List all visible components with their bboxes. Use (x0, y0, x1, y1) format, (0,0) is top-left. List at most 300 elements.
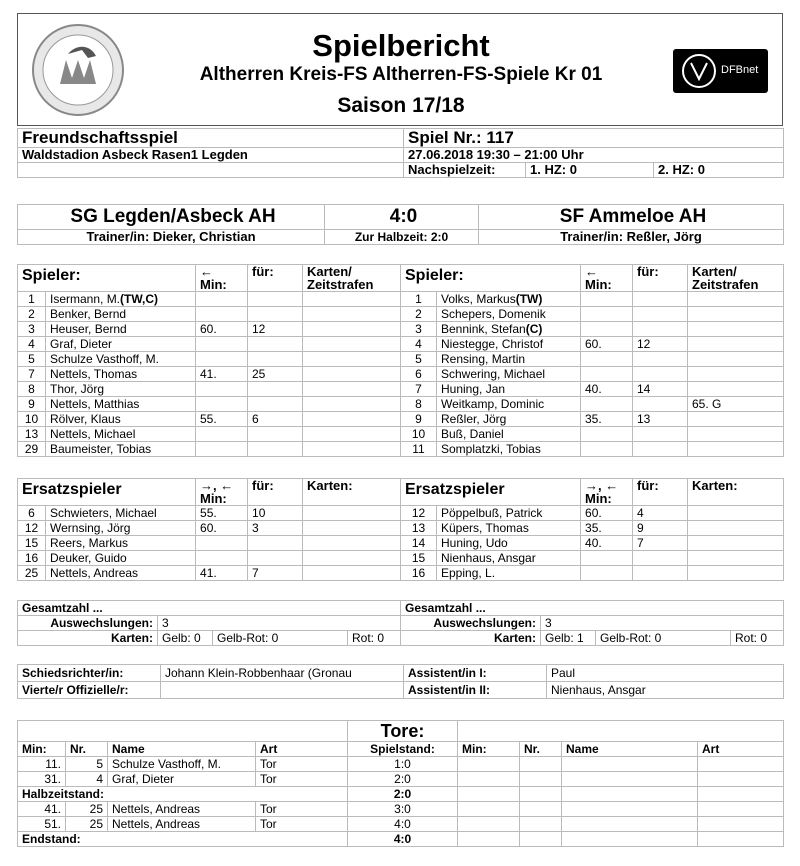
player-sub-for (633, 322, 688, 337)
player-name-text: Thor, Jörg (50, 382, 105, 396)
away-subs-table (400, 478, 784, 581)
goal-minute: 11. (18, 757, 66, 772)
player-sub-for: 6 (248, 412, 303, 427)
player-name (46, 337, 196, 352)
player-card (303, 536, 401, 551)
player-number: 2 (18, 307, 46, 322)
player-sub-for: 4 (633, 506, 688, 521)
goal-type-header: Art (698, 742, 784, 757)
player-name-text: Schulze Vasthoff, M. (50, 352, 159, 366)
player-sub-minute: 60. (581, 337, 633, 352)
player-number: 15 (18, 536, 46, 551)
player-row (401, 442, 784, 457)
player-name-text: Heuser, Bernd (50, 322, 127, 336)
player-sub-minute: 55. (196, 506, 248, 521)
player-number: 10 (401, 427, 437, 442)
min-header: →, ← Min: (196, 479, 248, 506)
halftime-score-value: 2:0 (348, 787, 458, 802)
player-name-text: Niestegge, Christof (441, 337, 544, 351)
player-sub-for (248, 397, 303, 412)
player-number: 25 (18, 566, 46, 581)
player-sub-for: 10 (248, 506, 303, 521)
player-number: 4 (401, 337, 437, 352)
player-name (437, 521, 581, 536)
player-sub-for (633, 551, 688, 566)
substitutions-count: 3 (541, 616, 784, 631)
match-datetime: 27.06.2018 19:30 – 21:00 Uhr (404, 148, 784, 163)
player-number: 4 (18, 337, 46, 352)
player-sub-for (633, 307, 688, 322)
goal-player-number: 25 (66, 802, 108, 817)
dfbnet-label: DFBnet (721, 64, 759, 76)
season-title: Saison 17/18 (337, 94, 465, 117)
player-name-text: Nettels, Thomas (50, 367, 138, 381)
player-row (18, 412, 401, 427)
player-number: 14 (401, 536, 437, 551)
page-title: Spielbericht (312, 28, 490, 63)
player-sub-for: 12 (633, 337, 688, 352)
player-role-tag: (TW,C) (120, 292, 159, 306)
cards-header: Karten/ Zeitstrafen (303, 265, 401, 292)
player-name (46, 397, 196, 412)
player-number: 2 (401, 307, 437, 322)
players-heading: Spieler: (18, 265, 196, 292)
player-number: 13 (401, 521, 437, 536)
player-row (401, 292, 784, 307)
substitutions-count: 3 (158, 616, 401, 631)
referee-name: Johann Klein-Robbenhaar (Gronau (161, 665, 404, 682)
player-name-text: Rensing, Martin (441, 352, 526, 366)
player-sub-for: 13 (633, 412, 688, 427)
totals-heading: Gesamtzahl ... (18, 601, 401, 616)
player-number: 6 (18, 506, 46, 521)
player-sub-for (248, 292, 303, 307)
flvw-horse-logo-icon (30, 22, 126, 118)
player-number: 11 (401, 442, 437, 457)
player-sub-for: 14 (633, 382, 688, 397)
player-number: 7 (18, 367, 46, 382)
player-name-text: Epping, L. (441, 566, 496, 580)
final-score-value: 4:0 (348, 832, 458, 847)
player-name (437, 292, 581, 307)
player-name-text: Weitkamp, Dominic (441, 397, 545, 411)
player-card (303, 352, 401, 367)
player-card (303, 442, 401, 457)
player-sub-for (248, 427, 303, 442)
player-card (303, 382, 401, 397)
player-name (437, 412, 581, 427)
player-sub-minute: 60. (196, 521, 248, 536)
player-row (18, 536, 401, 551)
player-card (688, 506, 784, 521)
for-header: für: (633, 265, 688, 292)
player-number: 5 (18, 352, 46, 367)
halftime-score-row (18, 787, 784, 802)
home-players-table (17, 264, 401, 457)
player-number: 29 (18, 442, 46, 457)
player-name (46, 566, 196, 581)
player-card (303, 566, 401, 581)
header-box (17, 13, 783, 126)
cards-label: Karten: (18, 631, 158, 646)
player-sub-minute (196, 337, 248, 352)
player-card (303, 307, 401, 322)
player-row (401, 536, 784, 551)
player-name-text: Pöppelbuß, Patrick (441, 506, 543, 520)
halftime2-overtime: 2. HZ: 0 (654, 163, 784, 178)
player-name-text: Nettels, Matthias (50, 397, 140, 411)
assistant1-name: Paul (547, 665, 784, 682)
player-sub-minute (196, 536, 248, 551)
player-number: 12 (401, 506, 437, 521)
player-card (303, 412, 401, 427)
player-name (46, 536, 196, 551)
dfb-logo-icon (673, 49, 768, 93)
player-card (688, 307, 784, 322)
player-sub-minute (196, 427, 248, 442)
player-card (688, 352, 784, 367)
goal-name-header: Name (108, 742, 256, 757)
goal-minute: 51. (18, 817, 66, 832)
subs-heading: Ersatzspieler (18, 479, 196, 506)
substitutions-label: Auswechslungen: (18, 616, 158, 631)
player-sub-minute (196, 307, 248, 322)
player-sub-for: 25 (248, 367, 303, 382)
result-table (17, 204, 784, 245)
player-name-text: Deuker, Guido (50, 551, 127, 565)
players-heading: Spieler: (401, 265, 581, 292)
home-subs-table (17, 478, 401, 581)
goal-type-header: Art (256, 742, 348, 757)
player-sub-minute: 35. (581, 521, 633, 536)
player-card (688, 382, 784, 397)
player-name-text: Isermann, M. (50, 292, 121, 306)
player-sub-for (248, 352, 303, 367)
player-card (688, 367, 784, 382)
player-row (401, 322, 784, 337)
player-sub-for (633, 367, 688, 382)
player-sub-minute (196, 442, 248, 457)
fourth-official-name (161, 682, 404, 699)
player-row (401, 352, 784, 367)
player-number: 8 (18, 382, 46, 397)
player-sub-minute (581, 292, 633, 307)
player-name (437, 337, 581, 352)
min-header: ← Min: (581, 265, 633, 292)
player-card (688, 521, 784, 536)
player-number: 1 (18, 292, 46, 307)
player-sub-minute: 41. (196, 367, 248, 382)
overtime-label: Nachspielzeit: (404, 163, 526, 178)
player-number: 16 (401, 566, 437, 581)
player-name-text: Wernsing, Jörg (50, 521, 131, 535)
player-card (303, 367, 401, 382)
for-header: für: (248, 265, 303, 292)
cards-label: Karten: (401, 631, 541, 646)
player-card (688, 442, 784, 457)
goal-player-number: 4 (66, 772, 108, 787)
goal-row (18, 817, 784, 832)
goals-table (17, 720, 784, 847)
player-sub-for (248, 307, 303, 322)
goal-type: Tor (256, 817, 348, 832)
player-row (18, 307, 401, 322)
player-name (46, 322, 196, 337)
goal-min-header: Min: (458, 742, 520, 757)
player-sub-minute (196, 382, 248, 397)
player-sub-for: 3 (248, 521, 303, 536)
player-sub-minute (581, 427, 633, 442)
halftime1-overtime: 1. HZ: 0 (526, 163, 654, 178)
yellowred-count: Gelb-Rot: 0 (596, 631, 731, 646)
player-row (18, 292, 401, 307)
player-name-text: Schwering, Michael (441, 367, 546, 381)
player-row (401, 397, 784, 412)
for-header: für: (248, 479, 303, 506)
player-card (688, 536, 784, 551)
red-count: Rot: 0 (731, 631, 784, 646)
player-name (437, 442, 581, 457)
player-number: 12 (18, 521, 46, 536)
player-name (437, 551, 581, 566)
player-name (437, 506, 581, 521)
player-sub-for (248, 337, 303, 352)
player-name (46, 352, 196, 367)
player-sub-for (248, 551, 303, 566)
player-sub-minute (581, 352, 633, 367)
player-sub-for (248, 536, 303, 551)
player-number: 10 (18, 412, 46, 427)
player-sub-minute: 40. (581, 382, 633, 397)
player-name (46, 521, 196, 536)
player-name-text: Baumeister, Tobias (50, 442, 152, 456)
player-card (303, 427, 401, 442)
substitutions-label: Auswechslungen: (401, 616, 541, 631)
player-role-tag: (TW) (515, 292, 543, 306)
player-number: 15 (401, 551, 437, 566)
player-row (401, 367, 784, 382)
player-card (688, 337, 784, 352)
player-sub-minute: 35. (581, 412, 633, 427)
player-name-text: Küpers, Thomas (441, 521, 529, 535)
player-card (303, 322, 401, 337)
player-name (46, 367, 196, 382)
player-row (401, 307, 784, 322)
away-team: SF Ammeloe AH (479, 205, 784, 230)
away-totals-table (400, 600, 784, 646)
player-number: 9 (401, 412, 437, 427)
player-card (303, 337, 401, 352)
player-name-text: Benker, Bernd (50, 307, 127, 321)
player-name (46, 307, 196, 322)
player-sub-minute (196, 551, 248, 566)
goal-minute: 31. (18, 772, 66, 787)
final-score-row (18, 832, 784, 847)
goal-nr-header: Nr. (520, 742, 562, 757)
player-row (18, 427, 401, 442)
player-name-text: Nettels, Andreas (50, 566, 139, 580)
player-card (303, 397, 401, 412)
min-header: ← Min: (196, 265, 248, 292)
player-sub-for: 7 (248, 566, 303, 581)
player-name (46, 551, 196, 566)
goal-player-name: Graf, Dieter (108, 772, 256, 787)
player-name (46, 506, 196, 521)
player-name-text: Reßler, Jörg (441, 412, 507, 426)
goal-score: 3:0 (348, 802, 458, 817)
player-row (401, 566, 784, 581)
player-sub-for (633, 566, 688, 581)
for-header: für: (633, 479, 688, 506)
player-sub-minute (581, 442, 633, 457)
player-row (18, 551, 401, 566)
player-sub-minute (196, 397, 248, 412)
player-number: 3 (18, 322, 46, 337)
player-sub-minute: 40. (581, 536, 633, 551)
halftime-score-label: Halbzeitstand: (18, 787, 348, 802)
player-number: 3 (401, 322, 437, 337)
yellow-count: Gelb: 1 (541, 631, 596, 646)
player-name-text: Huning, Udo (441, 536, 508, 550)
goal-type: Tor (256, 772, 348, 787)
away-players-table (400, 264, 784, 457)
player-row (18, 397, 401, 412)
goal-minute: 41. (18, 802, 66, 817)
assistant2-label: Assistent/in II: (404, 682, 547, 699)
player-card (688, 322, 784, 337)
player-sub-minute (581, 322, 633, 337)
player-sub-minute (196, 352, 248, 367)
match-venue: Waldstadion Asbeck Rasen1 Legden (18, 148, 404, 163)
player-sub-for (633, 292, 688, 307)
player-name-text: Bennink, Stefan (441, 322, 526, 336)
player-sub-for: 12 (248, 322, 303, 337)
player-name-text: Buß, Daniel (441, 427, 504, 441)
player-card (688, 427, 784, 442)
player-name (46, 427, 196, 442)
home-trainer: Trainer/in: Dieker, Christian (18, 230, 325, 245)
goal-score: 2:0 (348, 772, 458, 787)
officials-table (17, 664, 784, 699)
goal-score-header: Spielstand: (348, 742, 458, 757)
goal-player-name: Nettels, Andreas (108, 817, 256, 832)
goal-name-header: Name (562, 742, 698, 757)
player-name (437, 307, 581, 322)
goal-type: Tor (256, 802, 348, 817)
player-sub-for (633, 427, 688, 442)
player-sub-for (248, 382, 303, 397)
player-card (688, 551, 784, 566)
player-name-text: Schepers, Domenik (441, 307, 546, 321)
match-info-table (17, 128, 784, 178)
player-number: 7 (401, 382, 437, 397)
home-totals-table (17, 600, 401, 646)
player-number: 5 (401, 352, 437, 367)
player-row (401, 412, 784, 427)
goals-heading: Tore: (348, 721, 458, 742)
player-name-text: Rölver, Klaus (50, 412, 121, 426)
player-row (401, 382, 784, 397)
goal-min-header: Min: (18, 742, 66, 757)
player-sub-minute: 41. (196, 566, 248, 581)
player-sub-minute (581, 307, 633, 322)
goal-row (18, 772, 784, 787)
goal-player-name: Nettels, Andreas (108, 802, 256, 817)
goal-player-number: 25 (66, 817, 108, 832)
player-sub-minute: 60. (581, 506, 633, 521)
player-sub-minute (581, 551, 633, 566)
match-type: Freundschaftsspiel (18, 129, 404, 148)
player-name-text: Schwieters, Michael (50, 506, 157, 520)
player-row (401, 551, 784, 566)
goal-nr-header: Nr. (66, 742, 108, 757)
player-name (437, 427, 581, 442)
player-name (46, 442, 196, 457)
player-sub-for (633, 397, 688, 412)
player-row (18, 566, 401, 581)
player-number: 8 (401, 397, 437, 412)
player-name (46, 292, 196, 307)
final-score-header: 4:0 (325, 205, 479, 230)
assistant2-name: Nienhaus, Ansgar (547, 682, 784, 699)
player-name-text: Reers, Markus (50, 536, 129, 550)
yellowred-count: Gelb-Rot: 0 (213, 631, 348, 646)
goal-player-number: 5 (66, 757, 108, 772)
player-role-tag: (C) (525, 322, 543, 336)
subs-heading: Ersatzspieler (401, 479, 581, 506)
player-sub-minute (581, 566, 633, 581)
totals-heading: Gesamtzahl ... (401, 601, 784, 616)
goal-row (18, 802, 784, 817)
goal-row (18, 757, 784, 772)
halftime-score-header: Zur Halbzeit: 2:0 (325, 230, 479, 245)
player-sub-for (633, 442, 688, 457)
cards-header: Karten/ Zeitstrafen (688, 265, 784, 292)
yellow-count: Gelb: 0 (158, 631, 213, 646)
referee-label: Schiedsrichter/in: (18, 665, 161, 682)
player-row (401, 337, 784, 352)
player-row (18, 506, 401, 521)
fourth-official-label: Vierte/r Offizielle/r: (18, 682, 161, 699)
goal-type: Tor (256, 757, 348, 772)
goal-score: 4:0 (348, 817, 458, 832)
player-card (303, 292, 401, 307)
player-row (18, 442, 401, 457)
final-score-label: Endstand: (18, 832, 348, 847)
player-name (437, 322, 581, 337)
player-row (401, 506, 784, 521)
match-number: Spiel Nr.: 117 (404, 129, 784, 148)
player-name-text: Huning, Jan (441, 382, 506, 396)
player-name-text: Nienhaus, Ansgar (441, 551, 536, 565)
player-row (18, 382, 401, 397)
player-sub-for: 7 (633, 536, 688, 551)
player-name-text: Nettels, Michael (50, 427, 136, 441)
player-name-text: Volks, Markus (441, 292, 516, 306)
player-sub-minute: 55. (196, 412, 248, 427)
goal-player-name: Schulze Vasthoff, M. (108, 757, 256, 772)
player-card (688, 292, 784, 307)
cards-header: Karten: (688, 479, 784, 506)
player-row (18, 367, 401, 382)
player-number: 16 (18, 551, 46, 566)
player-name (437, 352, 581, 367)
player-sub-for: 9 (633, 521, 688, 536)
player-card (688, 412, 784, 427)
player-name (437, 367, 581, 382)
player-row (18, 337, 401, 352)
player-row (401, 427, 784, 442)
